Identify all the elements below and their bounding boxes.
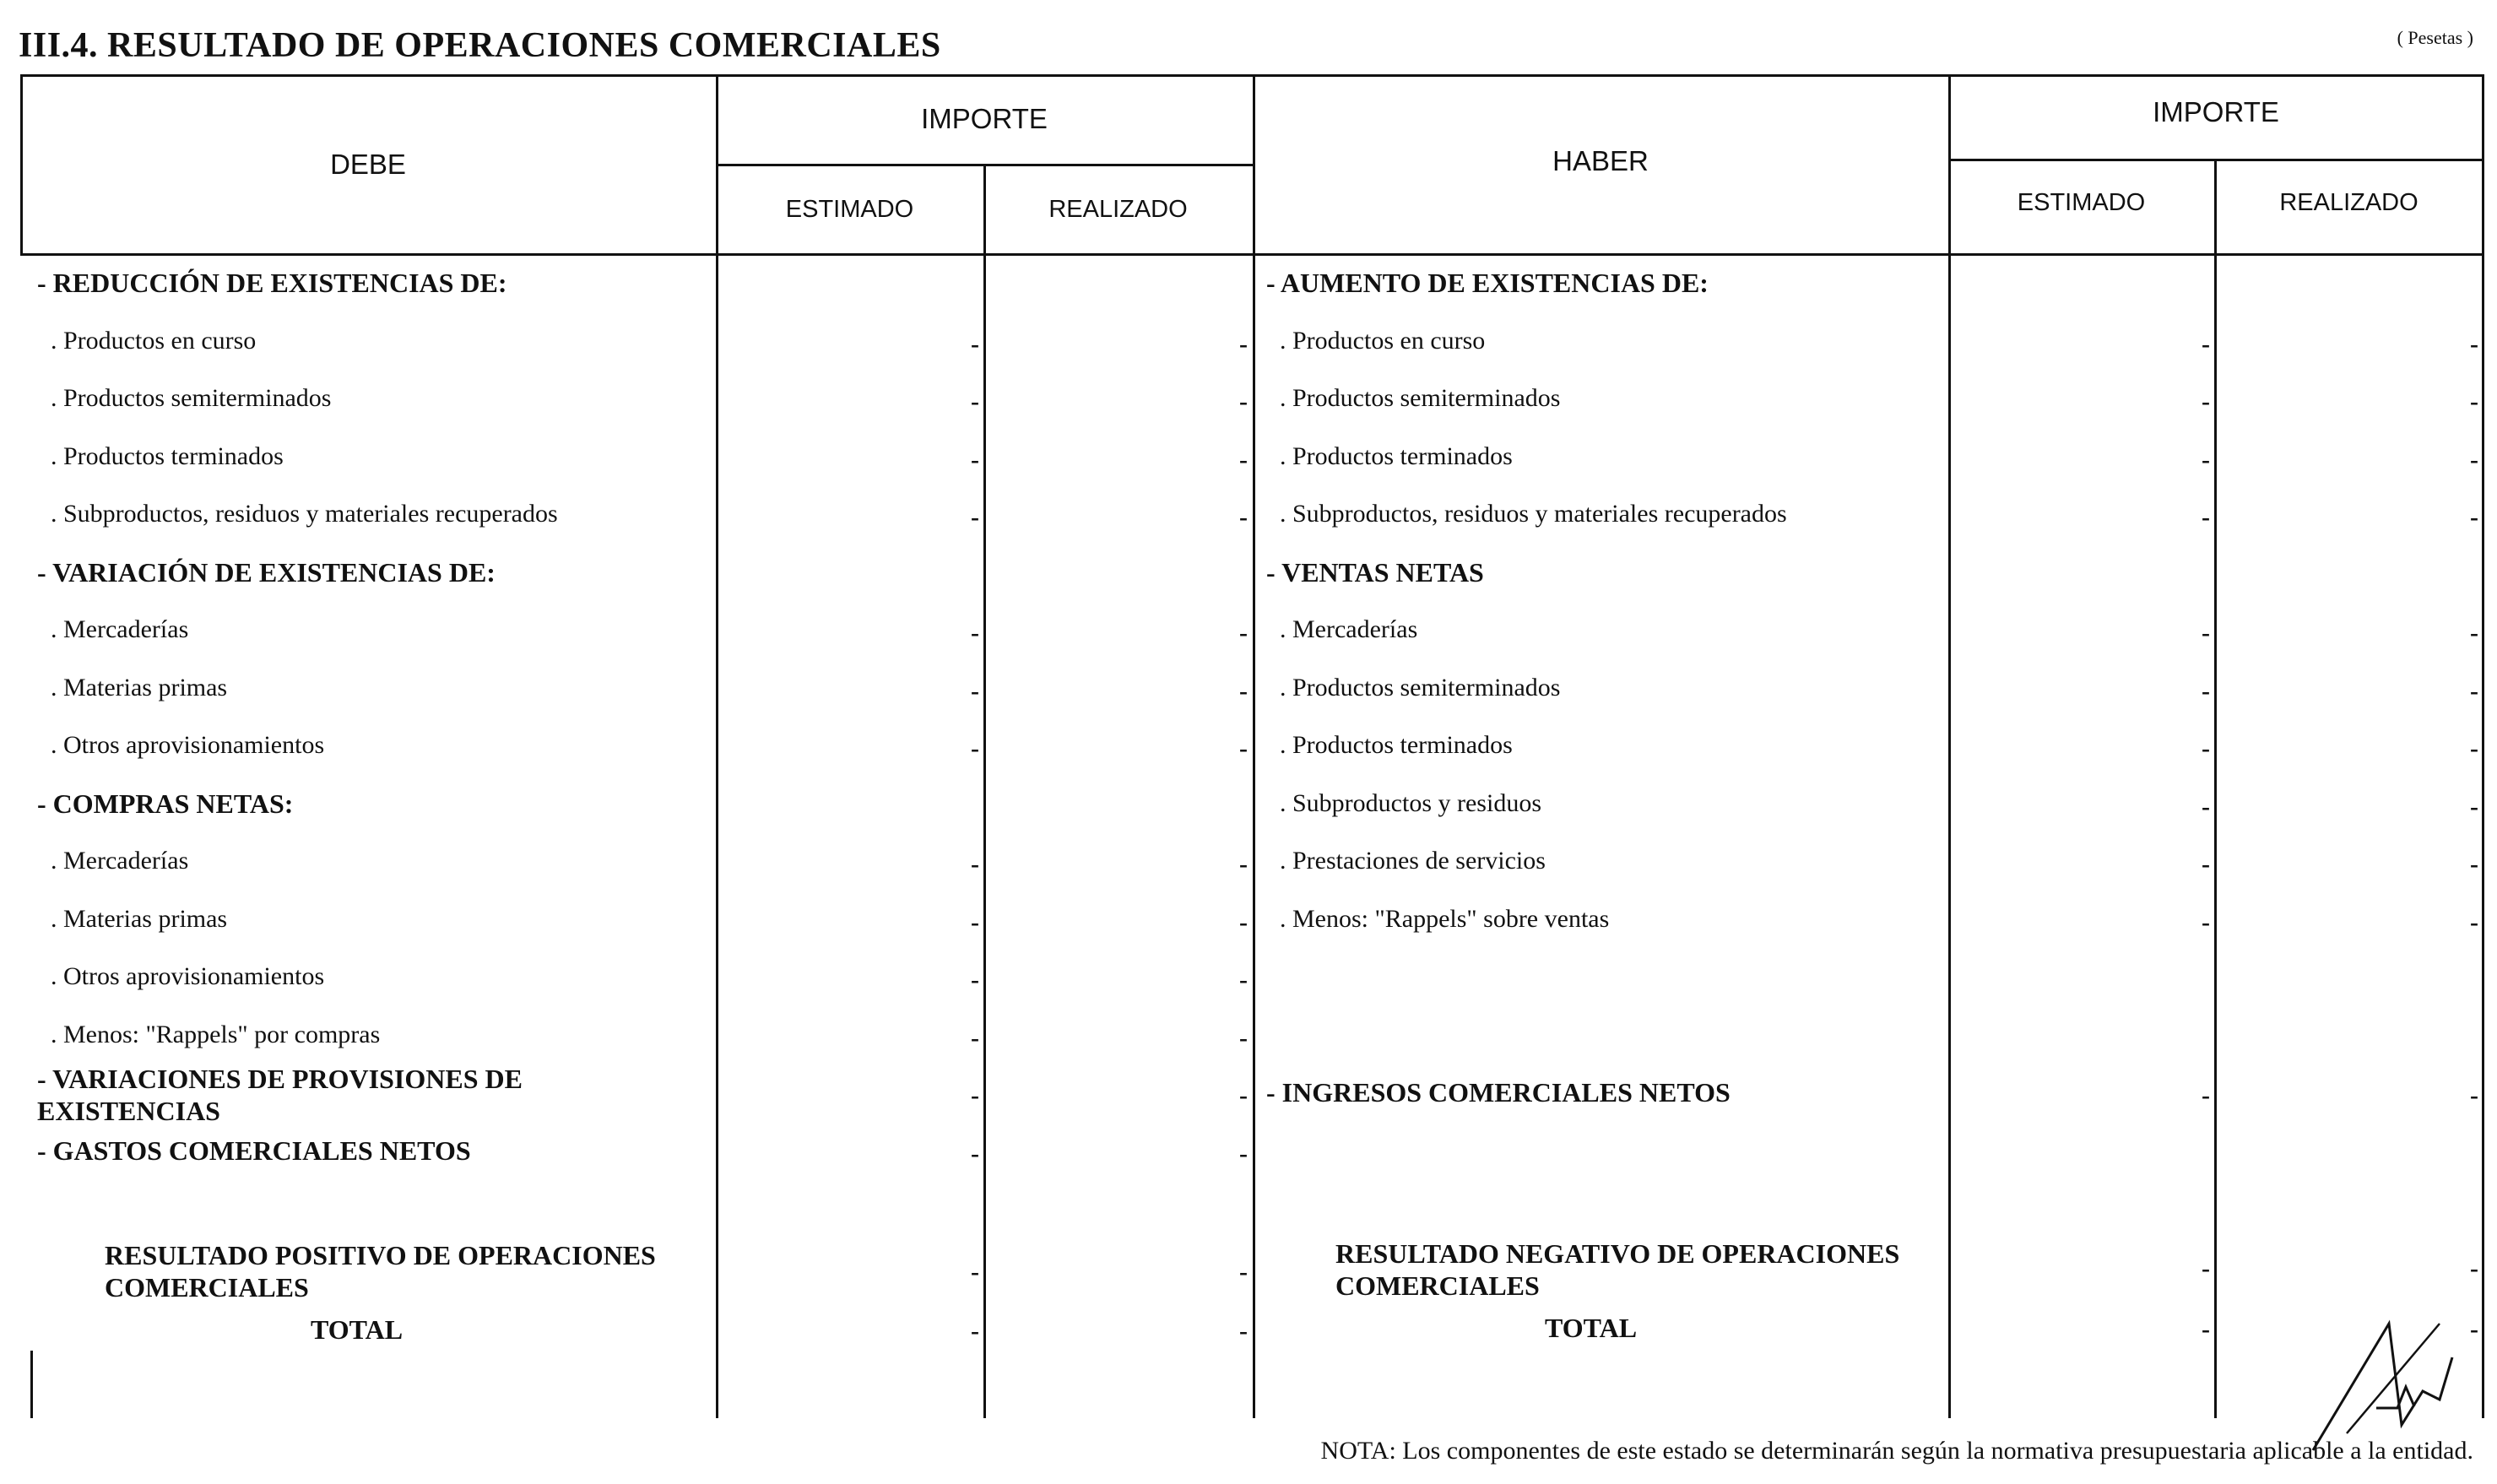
haber-row-realizado: - bbox=[2470, 850, 2478, 878]
debe-row-realizado: - bbox=[1239, 966, 1248, 994]
debe-row-label: - GASTOS COMERCIALES NETOS bbox=[37, 1135, 471, 1166]
haber-result-estimado: - bbox=[2202, 1254, 2210, 1282]
haber-importe-header: IMPORTE bbox=[2153, 96, 2279, 127]
haber-result-label: RESULTADO NEGATIVO DE OPERACIONES COMERCIALES bbox=[1335, 1238, 1900, 1301]
debe-row-realizado: - bbox=[1239, 850, 1248, 878]
haber-estimado-header: ESTIMADO bbox=[2017, 189, 2146, 216]
haber-row-realizado: - bbox=[2470, 330, 2478, 358]
debe-row-realizado: - bbox=[1239, 446, 1248, 474]
debe-row-realizado: - bbox=[1239, 503, 1248, 531]
haber-row-realizado: - bbox=[2470, 503, 2478, 531]
debe-result-realizado: - bbox=[1239, 1258, 1248, 1286]
haber-row-label: . Mercaderías bbox=[1280, 615, 1418, 643]
debe-row-realizado: - bbox=[1239, 387, 1248, 415]
haber-row-realizado: - bbox=[2470, 619, 2478, 647]
haber-row-realizado: - bbox=[2470, 677, 2478, 705]
debe-row-realizado: - bbox=[1239, 677, 1248, 705]
haber-row-realizado: - bbox=[2470, 908, 2478, 936]
haber-row-label: . Productos en curso bbox=[1280, 327, 1486, 355]
debe-row-estimado: - bbox=[971, 677, 979, 705]
haber-row-estimado: - bbox=[2202, 908, 2210, 936]
haber-row-label: - VENTAS NETAS bbox=[1266, 557, 1484, 588]
haber-row-realizado: - bbox=[2470, 1081, 2478, 1109]
debe-total-label: TOTAL bbox=[311, 1314, 404, 1345]
debe-total-realizado: - bbox=[1239, 1317, 1248, 1345]
haber-row-label: - INGRESOS COMERCIALES NETOS bbox=[1266, 1077, 1731, 1108]
haber-row-estimado: - bbox=[2202, 387, 2210, 415]
haber-row-label: - AUMENTO DE EXISTENCIAS DE: bbox=[1266, 268, 1709, 298]
debe-row-estimado: - bbox=[971, 966, 979, 994]
haber-row-realizado: - bbox=[2470, 734, 2478, 762]
debe-row-label: . Materias primas bbox=[51, 674, 228, 701]
haber-result-realizado: - bbox=[2470, 1254, 2478, 1282]
debe-row-estimado: - bbox=[971, 850, 979, 878]
debe-row-estimado: - bbox=[971, 908, 979, 936]
debe-row-realizado: - bbox=[1239, 1081, 1248, 1109]
haber-row-label: . Productos terminados bbox=[1280, 731, 1513, 759]
units-label: ( Pesetas ) bbox=[2397, 27, 2473, 48]
haber-row-label: . Prestaciones de servicios bbox=[1280, 847, 1546, 875]
haber-row-label: . Subproductos y residuos bbox=[1280, 789, 1541, 817]
debe-row-estimado: - bbox=[971, 387, 979, 415]
debe-realizado-header: REALIZADO bbox=[1048, 196, 1188, 223]
debe-row-label: . Otros aprovisionamientos bbox=[51, 962, 325, 990]
debe-row-realizado: - bbox=[1239, 1024, 1248, 1052]
haber-row-estimado: - bbox=[2202, 793, 2210, 821]
haber-row-estimado: - bbox=[2202, 734, 2210, 762]
haber-row-realizado: - bbox=[2470, 387, 2478, 415]
debe-row-realizado: - bbox=[1239, 908, 1248, 936]
haber-total-label: TOTAL bbox=[1545, 1313, 1638, 1343]
debe-row-label: . Mercaderías bbox=[51, 847, 189, 875]
haber-total-estimado: - bbox=[2202, 1315, 2210, 1343]
debe-estimado-header: ESTIMADO bbox=[785, 196, 914, 223]
haber-row-estimado: - bbox=[2202, 503, 2210, 531]
haber-row-estimado: - bbox=[2202, 1081, 2210, 1109]
debe-row-label: . Subproductos, residuos y materiales recuperados bbox=[51, 500, 558, 528]
debe-row-estimado: - bbox=[971, 330, 979, 358]
debe-row-label: - REDUCCIÓN DE EXISTENCIAS DE: bbox=[37, 268, 507, 298]
debe-row-realizado: - bbox=[1239, 1140, 1248, 1167]
page-title: III.4. RESULTADO DE OPERACIONES COMERCIALES bbox=[19, 26, 941, 65]
debe-row-label: - VARIACIÓN DE EXISTENCIAS DE: bbox=[37, 557, 496, 588]
debe-row-estimado: - bbox=[971, 446, 979, 474]
haber-row-realizado: - bbox=[2470, 446, 2478, 474]
haber-realizado-header: REALIZADO bbox=[2279, 189, 2418, 216]
debe-result-label: RESULTADO POSITIVO DE OPERACIONES COMERCIALES bbox=[105, 1240, 656, 1303]
haber-row-label: . Productos semiterminados bbox=[1280, 674, 1561, 701]
debe-row-label: - COMPRAS NETAS: bbox=[37, 788, 294, 819]
debe-row-label: . Productos en curso bbox=[51, 327, 257, 355]
signature bbox=[2296, 1307, 2456, 1467]
debe-row-label: . Mercaderías bbox=[51, 615, 189, 643]
debe-row-realizado: - bbox=[1239, 619, 1248, 647]
debe-total-estimado: - bbox=[971, 1317, 979, 1345]
debe-row-estimado: - bbox=[971, 734, 979, 762]
debe-row-estimado: - bbox=[971, 1140, 979, 1167]
debe-row-estimado: - bbox=[971, 503, 979, 531]
debe-row-label: . Productos semiterminados bbox=[51, 384, 332, 412]
haber-row-label: . Subproductos, residuos y materiales recuperados bbox=[1280, 500, 1787, 528]
haber-row-estimado: - bbox=[2202, 619, 2210, 647]
haber-total-realizado: - bbox=[2470, 1315, 2478, 1343]
debe-result-estimado: - bbox=[971, 1258, 979, 1286]
haber-row-label: . Menos: "Rappels" sobre ventas bbox=[1280, 905, 1610, 933]
debe-row-estimado: - bbox=[971, 1081, 979, 1109]
footer-note: NOTA: Los componentes de este estado se determinarán según la normativa presupuestaria aplicable a la entidad. bbox=[1320, 1437, 2473, 1465]
debe-row-realizado: - bbox=[1239, 734, 1248, 762]
haber-row-estimado: - bbox=[2202, 330, 2210, 358]
haber-row-estimado: - bbox=[2202, 850, 2210, 878]
debe-row-label: . Materias primas bbox=[51, 905, 228, 933]
haber-header: HABER bbox=[1552, 145, 1649, 176]
debe-header: DEBE bbox=[330, 149, 406, 180]
haber-row-label: . Productos semiterminados bbox=[1280, 384, 1561, 412]
debe-row-label: . Menos: "Rappels" por compras bbox=[51, 1021, 381, 1048]
haber-row-estimado: - bbox=[2202, 446, 2210, 474]
debe-row-realizado: - bbox=[1239, 330, 1248, 358]
debe-row-estimado: - bbox=[971, 1024, 979, 1052]
debe-row-label: - VARIACIONES DE PROVISIONES DE EXISTENCIAS bbox=[37, 1064, 523, 1126]
debe-row-label: . Productos terminados bbox=[51, 442, 284, 470]
haber-row-realizado: - bbox=[2470, 793, 2478, 821]
haber-row-label: . Productos terminados bbox=[1280, 442, 1513, 470]
haber-row-estimado: - bbox=[2202, 677, 2210, 705]
debe-importe-header: IMPORTE bbox=[921, 103, 1048, 134]
debe-row-label: . Otros aprovisionamientos bbox=[51, 731, 325, 759]
debe-row-estimado: - bbox=[971, 619, 979, 647]
